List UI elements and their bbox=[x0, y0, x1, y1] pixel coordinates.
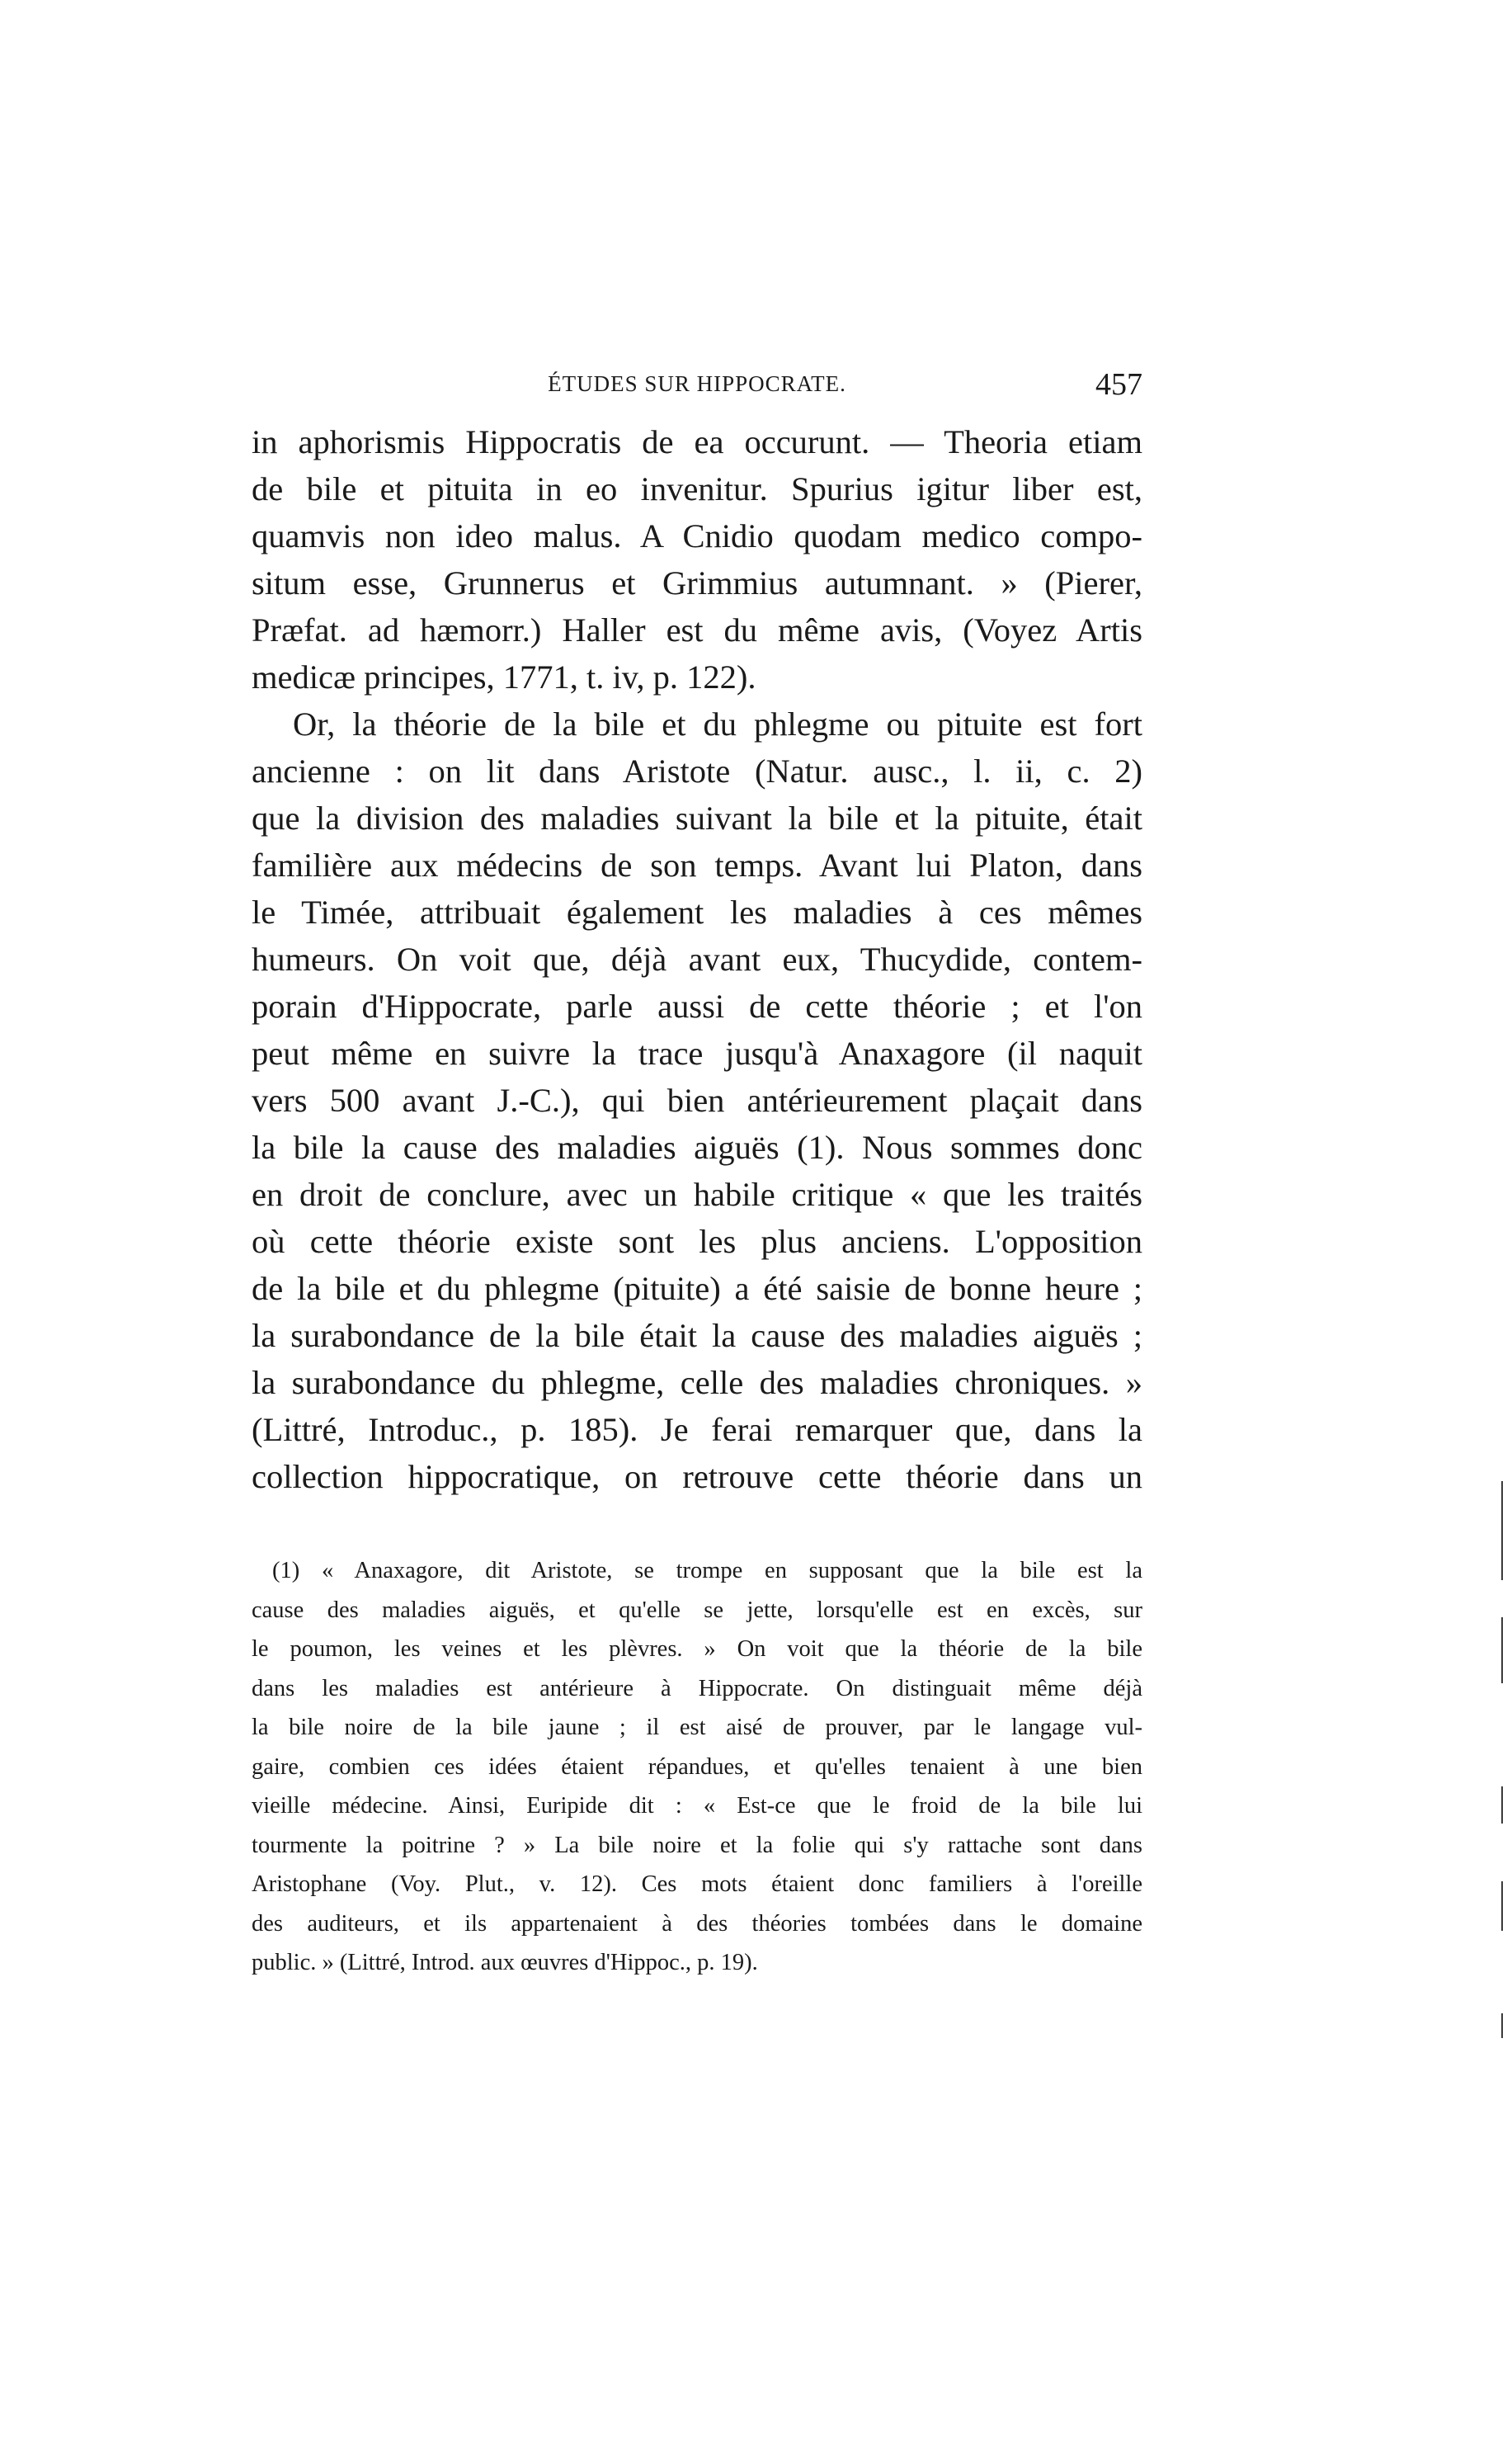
text-line: que la division des maladies suivant la bile et la pituite, était bbox=[252, 800, 1142, 837]
scan-edge-mark bbox=[1501, 1881, 1503, 1931]
text-line: in aphorismis Hippocratis de ea occurunt. — Theoria etiam bbox=[252, 423, 1142, 460]
footnote-line: la bile noire de la bile jaune ; il est aisé de prouver, par le langage vul- bbox=[252, 1715, 1142, 1740]
text-line: porain d'Hippocrate, parle aussi de cette théorie ; et l'on bbox=[252, 988, 1142, 1025]
text-line: situm esse, Grunnerus et Grimmius autumnant. » (Pierer, bbox=[252, 564, 1142, 602]
text-line: le Timée, attribuait également les maladies à ces mêmes bbox=[252, 894, 1142, 931]
text-line: la surabondance du phlegme, celle des maladies chroniques. » bbox=[252, 1364, 1142, 1401]
page-number: 457 bbox=[1095, 367, 1142, 402]
footnote-line: le poumon, les veines et les plèvres. » On voit que la théorie de la bile bbox=[252, 1636, 1142, 1662]
text-line: la bile la cause des maladies aiguës (1). Nous sommes donc bbox=[252, 1129, 1142, 1166]
main-text bbox=[252, 418, 1142, 1500]
footnote-line: public. » (Littré, Introd. aux œuvres d'Hippoc., p. 19). bbox=[252, 1950, 758, 1975]
text-line: collection hippocratique, on retrouve cette théorie dans un bbox=[252, 1458, 1142, 1495]
text-line: de la bile et du phlegme (pituite) a été saisie de bonne heure ; bbox=[252, 1270, 1142, 1307]
running-title: ÉTUDES SUR HIPPOCRATE. bbox=[548, 371, 846, 396]
footnote-line: (1) « Anaxagore, dit Aristote, se trompe en supposant que la bile est la bbox=[272, 1558, 1142, 1583]
text-line: où cette théorie existe sont les plus anciens. L'opposition bbox=[252, 1223, 1142, 1260]
text-line: en droit de conclure, avec un habile critique « que les traités bbox=[252, 1176, 1142, 1213]
text-line: familière aux médecins de son temps. Avant lui Platon, dans bbox=[252, 847, 1142, 884]
scan-edge-mark bbox=[1501, 1786, 1503, 1824]
footnote-line: tourmente la poitrine ? » La bile noire et la folie qui s'y rattache sont dans bbox=[252, 1832, 1142, 1858]
running-head bbox=[252, 367, 1142, 413]
text-line: vers 500 avant J.-C.), qui bien antérieurement plaçait dans bbox=[252, 1082, 1142, 1119]
scan-edge-mark bbox=[1501, 1481, 1503, 1580]
text-line: ancienne : on lit dans Aristote (Natur. ausc., l. ii, c. 2) bbox=[252, 753, 1142, 790]
footnote-line: dans les maladies est antérieure à Hippocrate. On distinguait même déjà bbox=[252, 1675, 1142, 1701]
scan-edge-mark bbox=[1501, 1617, 1503, 1683]
text-line: peut même en suivre la trace jusqu'à Anaxagore (il naquit bbox=[252, 1035, 1142, 1072]
scan-edge-mark bbox=[1501, 2013, 1503, 2038]
text-line: Præfat. ad hæmorr.) Haller est du même avis, (Voyez Artis bbox=[252, 611, 1142, 649]
footnote-line: vieille médecine. Ainsi, Euripide dit : « Est-ce que le froid de la bile lui bbox=[252, 1793, 1142, 1819]
text-line: quamvis non ideo malus. A Cnidio quodam medico compo- bbox=[252, 517, 1142, 554]
text-line: la surabondance de la bile était la cause des maladies aiguës ; bbox=[252, 1317, 1142, 1354]
footnote bbox=[252, 1551, 1142, 1983]
text-line: Or, la théorie de la bile et du phlegme ou pituite est fort bbox=[293, 705, 1142, 743]
text-line: medicæ principes, 1771, t. iv, p. 122). bbox=[252, 658, 756, 696]
text-line: de bile et pituita in eo invenitur. Spurius igitur liber est, bbox=[252, 470, 1142, 507]
footnote-line: des auditeurs, et ils appartenaient à des théories tombées dans le domaine bbox=[252, 1910, 1142, 1937]
footnote-line: gaire, combien ces idées étaient répandues, et qu'elles tenaient à une bien bbox=[252, 1753, 1142, 1780]
text-line: (Littré, Introduc., p. 185). Je ferai remarquer que, dans la bbox=[252, 1411, 1142, 1448]
text-line: humeurs. On voit que, déjà avant eux, Thucydide, contem- bbox=[252, 941, 1142, 978]
footnote-line: Aristophane (Voy. Plut., v. 12). Ces mots étaient donc familiers à l'oreille bbox=[252, 1871, 1142, 1897]
footnote-line: cause des maladies aiguës, et qu'elle se jette, lorsqu'elle est en excès, sur bbox=[252, 1597, 1142, 1623]
